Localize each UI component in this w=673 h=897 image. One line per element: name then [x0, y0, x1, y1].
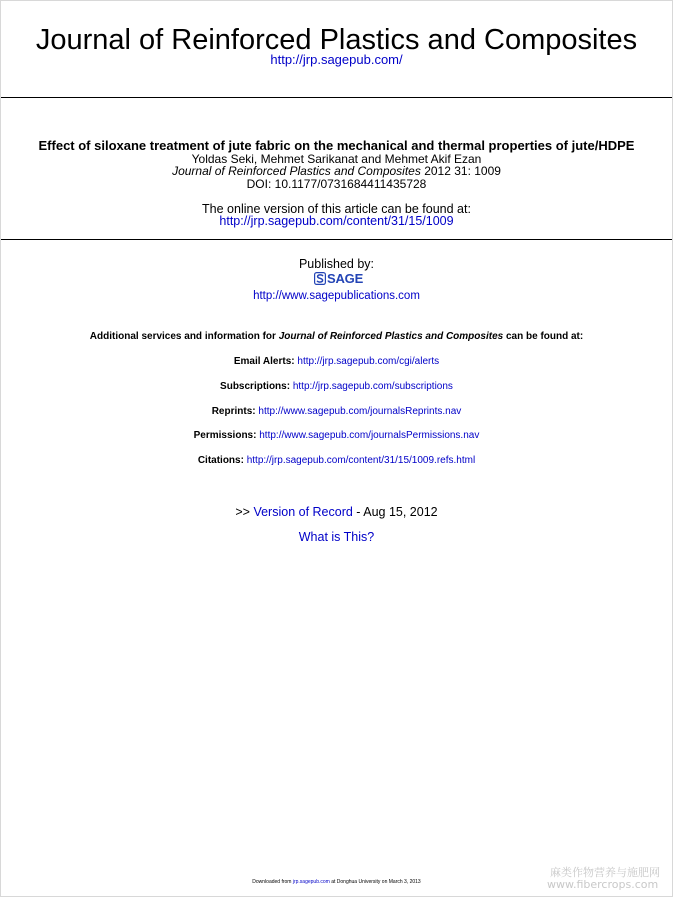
- service-link-email-alerts[interactable]: http://jrp.sagepub.com/cgi/alerts: [297, 356, 440, 367]
- version-of-record-row: [0, 505, 673, 519]
- service-link-citations[interactable]: http://jrp.sagepub.com/content/31/15/1009.refs.html: [246, 455, 476, 466]
- citation-details: 2012 31: 1009: [420, 164, 501, 178]
- version-of-record-link[interactable]: Version of Record: [253, 505, 353, 519]
- services-intro: [0, 331, 673, 343]
- service-link-reprints[interactable]: http://www.sagepub.com/journalsReprints.nav: [258, 406, 462, 417]
- footer-url-link[interactable]: jrp.sagepub.com: [292, 879, 330, 885]
- what-is-this-link[interactable]: What is This?: [298, 530, 375, 544]
- footer-suffix: at Donghua University on March 3, 2013: [329, 879, 421, 885]
- service-row-permissions: [0, 430, 673, 442]
- service-label: Subscriptions:: [220, 381, 291, 392]
- services-intro-prefix: Additional services and information for: [89, 331, 279, 342]
- service-row-reprints: [0, 406, 673, 418]
- online-version-row: [0, 214, 673, 228]
- service-label: Citations:: [197, 455, 244, 466]
- publisher-url-row: [0, 290, 673, 303]
- footer-prefix: Downloaded from: [252, 879, 293, 885]
- what-is-this-row: [0, 530, 673, 544]
- service-label: Permissions:: [193, 430, 257, 441]
- online-version-intro: The online version of this article can be found at:: [202, 202, 471, 216]
- record-date: - Aug 15, 2012: [352, 505, 438, 519]
- service-label: Reprints:: [211, 406, 256, 417]
- record-prefix: >>: [235, 505, 254, 519]
- watermark-text: 麻类作物营养与施肥网: [550, 866, 660, 879]
- publisher-url-link[interactable]: http://www.sagepublications.com: [253, 290, 420, 302]
- article-authors: Yoldas Seki, Mehmet Sarikanat and Mehmet Akif Ezan: [191, 152, 482, 166]
- article-doi: DOI: 10.1177/0731684411435728: [246, 177, 427, 191]
- service-row-email-alerts: [0, 356, 673, 368]
- citation-journal: Journal of Reinforced Plastics and Composites: [172, 164, 421, 178]
- service-label: Email Alerts:: [233, 356, 295, 367]
- services-intro-journal: Journal of Reinforced Plastics and Composites: [278, 331, 504, 342]
- divider-top: [1, 97, 672, 98]
- service-link-permissions[interactable]: http://www.sagepub.com/journalsPermissions.nav: [259, 430, 480, 441]
- sage-logo[interactable]: [314, 271, 363, 286]
- sage-s-icon: [314, 272, 326, 285]
- online-version-link[interactable]: http://jrp.sagepub.com/content/31/15/1009: [219, 214, 454, 228]
- journal-title: Journal of Reinforced Plastics and Composites: [35, 24, 638, 56]
- service-row-citations: [0, 455, 673, 467]
- journal-url-row: [0, 52, 673, 67]
- services-intro-suffix: can be found at:: [503, 331, 584, 342]
- service-link-subscriptions[interactable]: http://jrp.sagepub.com/subscriptions: [292, 381, 453, 392]
- sage-logo-text: SAGE: [327, 271, 364, 286]
- watermark-url: www.fibercrops.com: [547, 878, 659, 891]
- article-title: Effect of siloxane treatment of jute fabric on the mechanical and thermal properties of jute/HDPE: [38, 138, 635, 153]
- service-row-subscriptions: [0, 381, 673, 393]
- article-citation: [0, 164, 673, 178]
- journal-url-link[interactable]: http://jrp.sagepub.com/: [270, 52, 403, 67]
- divider-middle: [1, 239, 672, 240]
- published-by-label: Published by:: [298, 257, 375, 271]
